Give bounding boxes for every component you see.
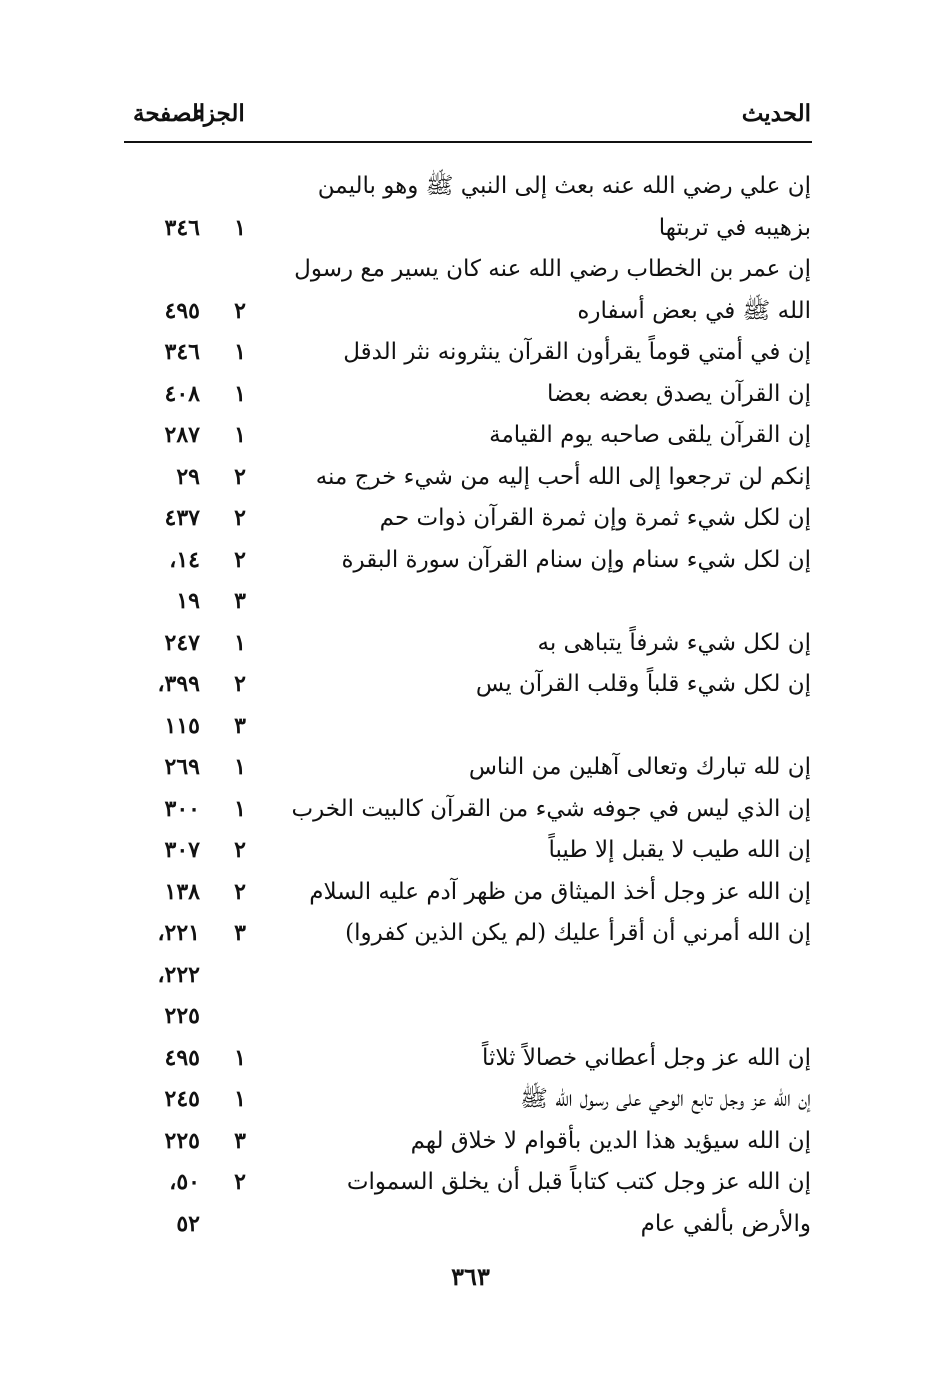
index-row [0, 249, 941, 289]
volume-number: ١ [234, 1086, 246, 1112]
page-reference: ٥٢ [176, 1210, 200, 1237]
volume-number: ١ [234, 754, 246, 780]
volume-number: ١ [234, 795, 246, 822]
index-row [0, 623, 941, 663]
index-row [0, 415, 941, 455]
hadith-text: إن لله تبارك وتعالى آهلين من الناس [468, 754, 811, 780]
column-header-volume: الجزء [193, 100, 245, 127]
volume-number: ٢ [234, 1169, 246, 1195]
page-reference: ٣٠٠ [164, 795, 200, 822]
volume-number: ٣ [234, 588, 246, 614]
hadith-text: إن علي رضي الله عنه بعث إلى النبي ﷺ وهو باليمن [317, 173, 811, 199]
hadith-text: إن في أمتي قوماً يقرأون القرآن ينثرونه نثر الدقل [343, 339, 811, 365]
index-row [0, 332, 941, 372]
hadith-text: إن الله عز وجل كتب كتاباً قبل أن يخلق السموات [346, 1169, 811, 1195]
index-row [0, 457, 941, 497]
volume-number: ١ [234, 339, 246, 365]
page-reference: ١٩ [176, 588, 200, 614]
page-reference: ٣٩٩، [157, 671, 200, 697]
page-reference: ١١٥ [164, 712, 200, 739]
page-reference: ٤٠٨ [164, 380, 200, 407]
column-header-hadith: الحديث [741, 100, 811, 127]
index-row [0, 1079, 941, 1119]
hadith-text: إن عمر بن الخطاب رضي الله عنه كان يسير مع رسول [294, 256, 811, 282]
hadith-text: والأرض بألفي عام [640, 1210, 811, 1237]
page-reference: ٤٣٧ [164, 505, 200, 531]
volume-number: ١ [234, 214, 246, 241]
volume-number: ٣ [234, 712, 246, 739]
volume-number: ١ [234, 629, 246, 656]
hadith-text: إن لكل شيء ثمرة وإن ثمرة القرآن ذوات حم [379, 505, 811, 531]
volume-number: ٢ [234, 463, 246, 490]
page-reference: ١٤، [169, 546, 200, 573]
hadith-text: بزهيبه في تربتها [658, 214, 811, 241]
page-reference: ٢٤٧ [164, 629, 200, 656]
volume-number: ١ [234, 380, 246, 407]
page-reference: ١٣٨ [164, 878, 200, 905]
index-row [0, 208, 941, 248]
hadith-text: إن القرآن يصدق بعضه بعضا [546, 380, 811, 407]
page-reference: ٣٠٧ [164, 837, 200, 863]
index-row [0, 1162, 941, 1202]
hadith-text: إن الله عز وجل تابع الوحي على رسول الله ﷺ [520, 1086, 811, 1112]
index-row [0, 1121, 941, 1161]
page-reference: ٢٩ [176, 463, 200, 490]
index-row [0, 1204, 941, 1244]
page-reference: ٢٨٧ [164, 422, 200, 448]
hadith-text: إن الله أمرني أن أقرأ عليك (لم يكن الذين كفروا) [345, 920, 811, 946]
page-reference: ٢٢٢، [157, 961, 200, 988]
index-row [0, 498, 941, 538]
page-number: ٣٦٣ [451, 1262, 490, 1291]
hadith-text: إن لكل شيء شرفاً يتباهى به [537, 629, 811, 656]
hadith-text: إن الله عز وجل أعطاني خصالاً ثلاثاً [481, 1044, 811, 1071]
hadith-text: إن الله طيب لا يقبل إلا طيباً [548, 837, 811, 863]
page-reference: ٢٢٥ [164, 1127, 200, 1154]
volume-number: ١ [234, 422, 246, 448]
volume-number: ٢ [234, 505, 246, 531]
index-row [0, 789, 941, 829]
page-reference: ٥٠، [169, 1169, 200, 1195]
hadith-text: إنكم لن ترجعوا إلى الله أحب إليه من شيء خرج منه [315, 463, 811, 490]
index-row [0, 166, 941, 206]
index-row [0, 1038, 941, 1078]
volume-number: ٣ [234, 1127, 246, 1154]
volume-number: ٣ [234, 920, 246, 946]
index-row [0, 664, 941, 704]
volume-number: ٢ [234, 878, 246, 905]
page-reference: ٢٢١، [157, 920, 200, 946]
volume-number: ٢ [234, 297, 246, 324]
page-reference: ٤٩٥ [164, 1044, 200, 1071]
index-row [0, 830, 941, 870]
index-row [0, 581, 941, 621]
page-reference: ٢٤٥ [164, 1086, 200, 1112]
index-row [0, 291, 941, 331]
hadith-text: إن الله سيؤيد هذا الدين بأقوام لا خلاق لهم [410, 1127, 811, 1154]
index-row [0, 872, 941, 912]
column-header-page: الصفحة [133, 100, 206, 127]
index-row [0, 540, 941, 580]
hadith-text: إن الذي ليس في جوفه شيء من القرآن كالبيت الخرب [291, 795, 811, 822]
page-reference: ٢٦٩ [164, 754, 200, 780]
volume-number: ٢ [234, 546, 246, 573]
index-row [0, 955, 941, 995]
index-row [0, 913, 941, 953]
hadith-text: إن القرآن يلقى صاحبه يوم القيامة [489, 422, 811, 448]
volume-number: ١ [234, 1044, 246, 1071]
index-row [0, 747, 941, 787]
volume-number: ٢ [234, 837, 246, 863]
page-reference: ٣٤٦ [164, 339, 200, 365]
hadith-text: إن الله عز وجل أخذ الميثاق من ظهر آدم عليه السلام [309, 878, 811, 905]
page-reference: ٤٩٥ [164, 297, 200, 324]
page-reference: ٢٢٥ [164, 1003, 200, 1029]
hadith-text: الله ﷺ في بعض أسفاره [577, 297, 811, 324]
index-row [0, 996, 941, 1036]
hadith-text: إن لكل شيء سنام وإن سنام القرآن سورة البقرة [341, 546, 811, 573]
volume-number: ٢ [234, 671, 246, 697]
index-row [0, 706, 941, 746]
page-reference: ٣٤٦ [164, 214, 200, 241]
index-row [0, 374, 941, 414]
hadith-text: إن لكل شيء قلباً وقلب القرآن يس [475, 671, 811, 697]
